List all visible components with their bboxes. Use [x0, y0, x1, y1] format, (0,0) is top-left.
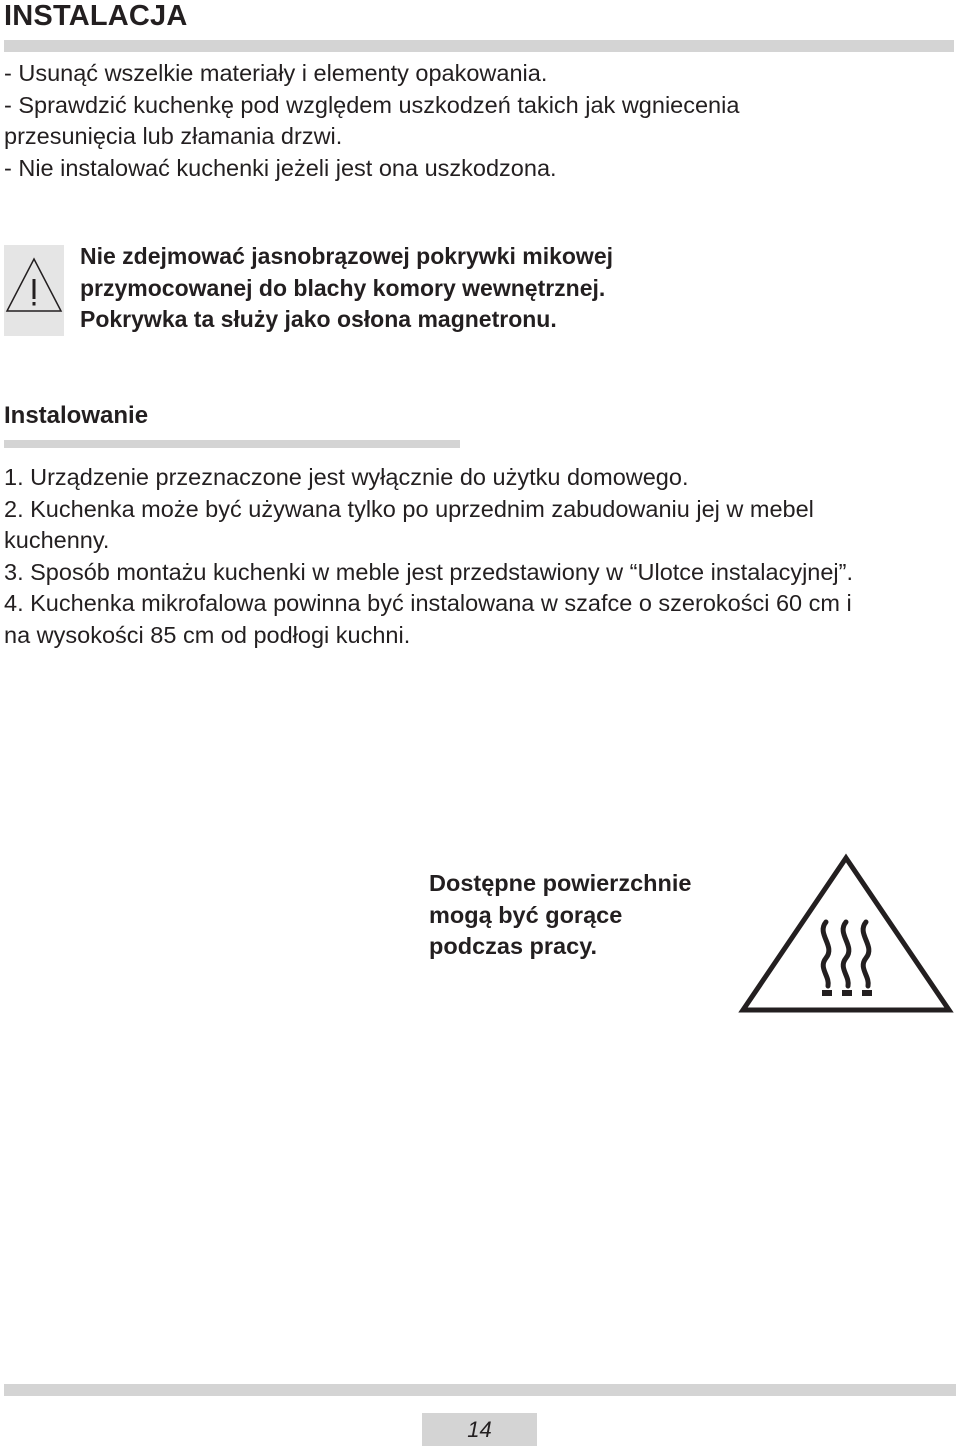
warning-text [80, 241, 613, 336]
hot-surface-text [429, 868, 691, 963]
list-item: na wysokości 85 cm od podłogi kuchni. [4, 621, 411, 648]
exclamation-triangle-icon [4, 245, 64, 336]
list-item: 3. Sposób montażu kuchenki w meble jest przedstawiony w “Ulotce instalacyjnej”. [4, 558, 854, 585]
install-list [4, 462, 956, 651]
title-divider [4, 40, 954, 52]
hot-surface-warning-icon [738, 852, 954, 1021]
warning-icon-box [4, 245, 64, 336]
hot-surface-line: mogą być gorące [429, 901, 623, 928]
list-item: 4. Kuchenka mikrofalowa powinna być instalowana w szafce o szerokości 60 cm i [4, 590, 852, 616]
intro-line: - Sprawdzić kuchenkę pod względem uszkodzeń takich jak wgniecenia [4, 91, 740, 118]
section-divider [4, 440, 460, 448]
intro-line: przesunięcia lub złamania drzwi. [4, 123, 343, 149]
intro-line: - Nie instalować kuchenki jeżeli jest ona uszkodzona. [4, 154, 557, 181]
page-title: INSTALACJA [4, 0, 188, 32]
hot-surface-line: podczas pracy. [429, 933, 598, 959]
footer-divider [4, 1384, 956, 1396]
warning-line: Nie zdejmować jasnobrązowej pokrywki mikowej [80, 243, 613, 269]
hot-surface-line: Dostępne powierzchnie [429, 870, 692, 896]
list-item: 1. Urządzenie przeznaczone jest wyłącznie do użytku domowego. [4, 464, 689, 490]
section-title: Instalowanie [4, 402, 149, 429]
warning-line: przymocowanej do blachy komory wewnętrznej. [80, 274, 606, 301]
page-number: 14 [422, 1413, 537, 1446]
warning-line: Pokrywka ta służy jako osłona magnetronu. [80, 306, 557, 332]
intro-line: - Usunąć wszelkie materiały i elementy opakowania. [4, 60, 548, 86]
intro-list [4, 58, 954, 184]
list-item: kuchenny. [4, 527, 110, 553]
list-item: 2. Kuchenka może być używana tylko po uprzednim zabudowaniu jej w mebel [4, 495, 814, 522]
